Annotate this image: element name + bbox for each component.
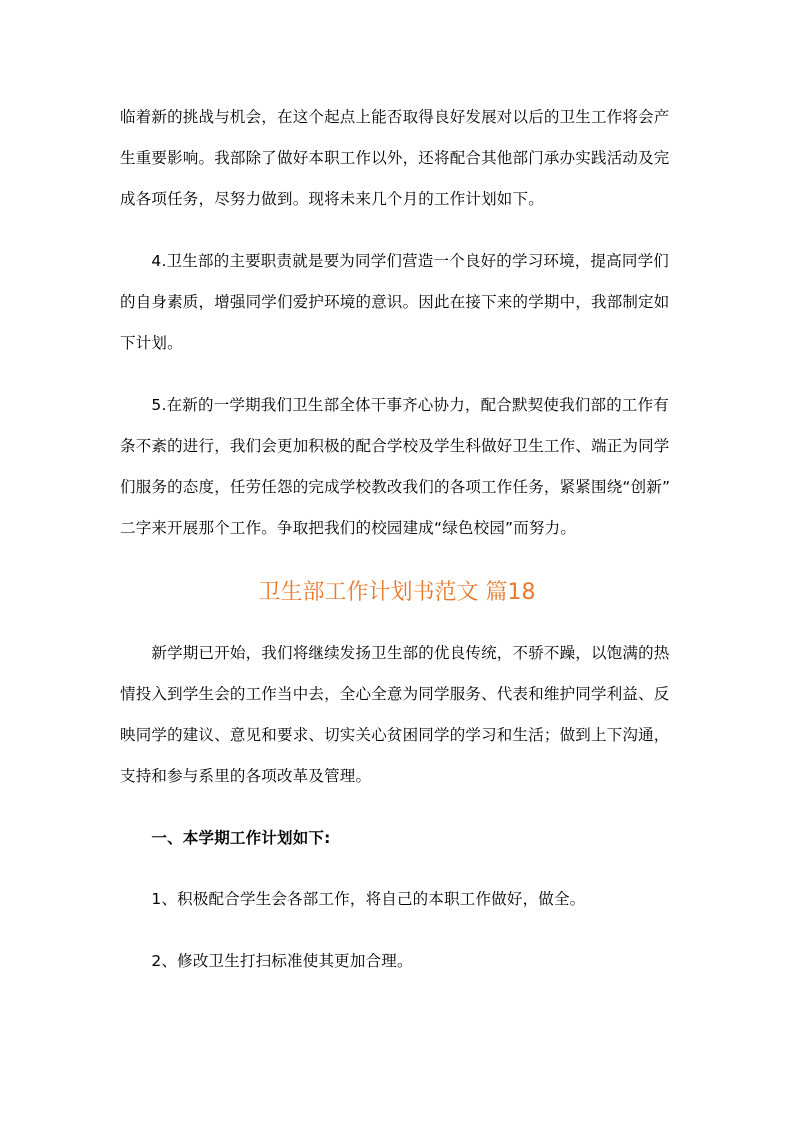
text-line: 1、积极配合学生会各部工作，将自己的本职工作做好，做全。 — [120, 890, 586, 908]
text-line: 情投入到学生会的工作当中去，全心全意为同学服务、代表和维护同学利益、反 — [120, 685, 670, 703]
subsection-heading — [120, 818, 680, 859]
text-line: 条不紊的进行，我们会更加积极的配合学校及学生科做好卫生工作、端正为同学 — [120, 437, 670, 455]
text-line: 的自身素质，增强同学们爱护环境的意识。因此在接下来的学期中，我部制定如 — [120, 293, 670, 311]
text-line: 新学期已开始，我们将继续发扬卫生部的优良传统，不骄不躁，以饱满的热 — [120, 644, 670, 662]
text-line: 映同学的建议、意见和要求、切实关心贫困同学的学习和生活；做到上下沟通， — [120, 726, 670, 744]
text-line: 支持和参与系里的各项改革及管理。 — [120, 767, 372, 785]
text-line: 们服务的态度，任劳任怨的完成学校教改我们的各项工作任务，紧紧围绕“创新” — [120, 478, 671, 496]
list-item-1 — [120, 879, 680, 920]
paragraph-intro-continued — [120, 97, 680, 220]
text-line: 生重要影响。我部除了做好本职工作以外，还将配合其他部门承办实践活动及完 — [120, 149, 670, 167]
paragraph-new-semester — [120, 633, 680, 797]
text-line: 下计划。 — [120, 334, 183, 352]
text-line: 一、本学期工作计划如下: — [120, 829, 331, 847]
section-heading: 卫生部工作计划书范文 篇18 — [258, 580, 536, 605]
list-item-2 — [120, 941, 680, 982]
text-line: 二字来开展那个工作。争取把我们的校园建成“绿色校园”而努力。 — [120, 519, 577, 537]
paragraph-item-5 — [120, 385, 680, 549]
text-line: 临着新的挑战与机会，在这个起点上能否取得良好发展对以后的卫生工作将会产 — [120, 108, 670, 126]
text-line: 2、修改卫生打扫标准使其更加合理。 — [120, 952, 413, 970]
text-line: 成各项任务，尽努力做到。现将未来几个月的工作计划如下。 — [120, 190, 544, 208]
text-line: 5.在新的一学期我们卫生部全体干事齐心协力，配合默契使我们部的工作有 — [120, 396, 669, 414]
text-line: 4.卫生部的主要职责就是要为同学们营造一个良好的学习环境，提高同学们 — [120, 252, 669, 270]
paragraph-item-4 — [120, 241, 680, 364]
